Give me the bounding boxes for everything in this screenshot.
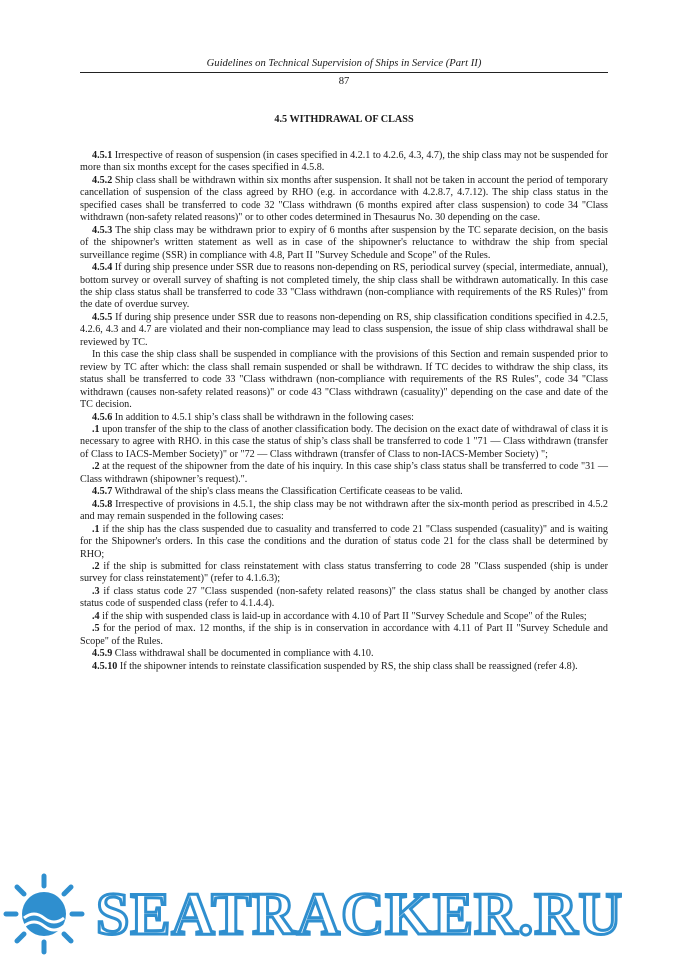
paragraph-4-5-6-item-1: [80, 424, 608, 461]
item-number: .5: [92, 623, 100, 635]
section-title: 4.5 WITHDRAWAL OF CLASS: [274, 114, 414, 125]
paragraph-4-5-8-item-4: [80, 611, 608, 623]
watermark-text: SEATRACKER.RU: [96, 881, 623, 947]
paragraph-text: for the period of max. 12 months, if the ship is in conservation in accordance with 4.11 of Part II "Survey Schedule and Scope" of the Rules.: [80, 623, 608, 647]
paragraph-number: 4.5.10: [92, 660, 118, 672]
paragraph-4-5-10: [80, 661, 608, 673]
paragraph-text: In this case the ship class shall be suspended in compliance with the provisions of this Section and remain suspended prior to review by TC after which: the class shall remain suspended or shall be withdrawn. If TC decides to withdraw the ship class, its status shall be transferred to code 33 "Class withdrawn (non-compliance with requirements of the RS Rules", code 34 "Class withdrawn (causes non-safety related reasons)" or code 43 "Class withdrawn (casuality)" depending on the case and date of the TC decision.: [80, 349, 608, 411]
paragraph-4-5-3: [80, 225, 608, 262]
paragraph-number: 4.5.2: [92, 174, 113, 186]
paragraph-number: 4.5.8: [92, 498, 113, 510]
item-number: .1: [92, 523, 100, 535]
paragraph-text: In addition to 4.5.1 ship’s class shall be withdrawn in the following cases:: [112, 411, 414, 423]
paragraph-text: Irrespective of reason of suspension (in cases specified in 4.2.1 to 4.2.6, 4.3, 4.7), the ship class may not be suspended for more than six months except for the cases specified in 4.5.8.: [80, 150, 608, 174]
item-number: .3: [92, 585, 100, 597]
paragraph-4-5-2: [80, 175, 608, 225]
paragraph-text: If during ship presence under SSR due to reasons non-depending on RS, ship classification conditions specified in 4.2.5, 4.2.6, 4.3 and 4.7 are violated and their non-compliance may lead to class suspension, the issue of ship class withdrawal shall be reviewed by TC.: [80, 311, 608, 348]
paragraph-4-5-8-item-5: [80, 623, 608, 648]
item-number: .2: [92, 461, 100, 473]
paragraph-text: If the shipowner intends to reinstate classification suspended by RS, the ship class shall be reassigned (refer 4.8).: [117, 660, 578, 672]
paragraph-number: 4.5.5: [92, 311, 113, 323]
paragraph-4-5-6: [80, 412, 608, 424]
paragraph-4-5-8-item-1: [80, 524, 608, 561]
header-rule: [80, 72, 608, 73]
item-number: .1: [92, 423, 100, 435]
paragraph-4-5-8-item-2: [80, 561, 608, 586]
sun-icon: [6, 876, 82, 952]
paragraph-4-5-5: [80, 312, 608, 349]
page-number: 87: [338, 76, 350, 87]
running-header: Guidelines on Technical Supervision of Ships in Service (Part II): [206, 58, 482, 69]
paragraph-4-5-8: [80, 499, 608, 524]
section-body: [80, 150, 608, 673]
paragraph-number: 4.5.9: [92, 648, 113, 660]
paragraph-text: if the ship with suspended class is laid-up in accordance with 4.10 of Part II "Survey Schedule and Scope" of the Rules;: [99, 610, 587, 622]
paragraph-text: The ship class may be withdrawn prior to expiry of 6 months after suspension by the TC separate decision, on the basis of the shipowner's written statement as well as in case of the shipowner's reluctance to withdraw the ship from special surveillance regime (SSR) in compliance with 4.8, Part II "Survey Schedule and Scope" of the Rules.: [80, 224, 608, 261]
paragraph-text: if the ship has the class suspended due to casuality and transferred to code 21 "Class suspended (casuality)" and is waiting for the Shipowner's orders. In this case the conditions and the duration of status code 21 for the class shall be determined by RHO;: [80, 523, 608, 560]
paragraph-4-5-5-continued: [80, 349, 608, 411]
paragraph-4-5-9: [80, 648, 608, 660]
paragraph-text: if class status code 27 "Class suspended (non-safety related reasons)" the class status shall be changed by another class status code of suspended class (refer to 4.1.4.4).: [80, 585, 608, 610]
paragraph-number: 4.5.4: [92, 262, 113, 274]
paragraph-4-5-6-item-2: [80, 461, 608, 486]
paragraph-number: 4.5.7: [92, 486, 113, 498]
paragraph-4-5-1: [80, 150, 608, 175]
paragraph-text: at the request of the shipowner from the date of his inquiry. In this case ship’s class status shall be transferred to code "31 — Class withdrawn (shipowner’s request).".: [80, 461, 608, 485]
item-number: .2: [92, 560, 100, 572]
paragraph-4-5-7: [80, 486, 608, 498]
paragraph-number: 4.5.1: [92, 150, 113, 161]
paragraph-text: if the ship is submitted for class reinstatement with class status transferring to code 28 "Class suspended (ship is under survey for class reinstatement)" (refer to 4.1.6.3);: [80, 560, 608, 585]
paragraph-text: If during ship presence under SSR due to reasons non-depending on RS, periodical survey (special, intermediate, annual), bottom survey or overall survey of shafting is not completed timely, the ship class shall be withdrawn automatically. In this case the ship class status shall be transferred to code 33 "Class withdrawn (non-compliance with requirements of the RS Rules)" from the date of overdue survey.: [80, 262, 608, 311]
paragraph-4-5-4: [80, 262, 608, 312]
paragraph-number: 4.5.3: [92, 224, 113, 236]
paragraph-text: Irrespective of provisions in 4.5.1, the ship class may be not withdrawn after the six-month period as prescribed in 4.5.2 and may remain suspended in the following cases:: [80, 498, 608, 523]
paragraph-4-5-8-item-3: [80, 586, 608, 611]
paragraph-text: Class withdrawal shall be documented in compliance with 4.10.: [112, 648, 374, 660]
item-number: .4: [92, 610, 100, 622]
paragraph-text: Ship class shall be withdrawn within six months after suspension. It shall not be taken in account the period of temporary cancellation of suspension of the class agreed by RHO (e.g. in accordance with 4.2.8.7, 4.7.12). The ship class status in the specified cases shall be transferred to code 32 "Class withdrawn (6 months expired after class suspension) to code 34 "Class withdrawn (non-safety related reasons)" or to other codes determined in Thesaurus No. 30 depending on the case.: [80, 174, 608, 224]
paragraph-text: upon transfer of the ship to the class of another classification body. The decision on the exact date of withdrawal of class it is necessary to agree with RHO. in this case the status of ship’s class shall be transferred to code 1 "71 — Class withdrawn (transfer of Class to IACS-Member Society)" or "72 — Class withdrawn (transfer of Class to non-IACS-Member Society) ";: [80, 423, 608, 460]
paragraph-number: 4.5.6: [92, 411, 113, 423]
paragraph-text: Withdrawal of the ship's class means the Classification Certificate ceaseas to be valid.: [112, 486, 463, 498]
